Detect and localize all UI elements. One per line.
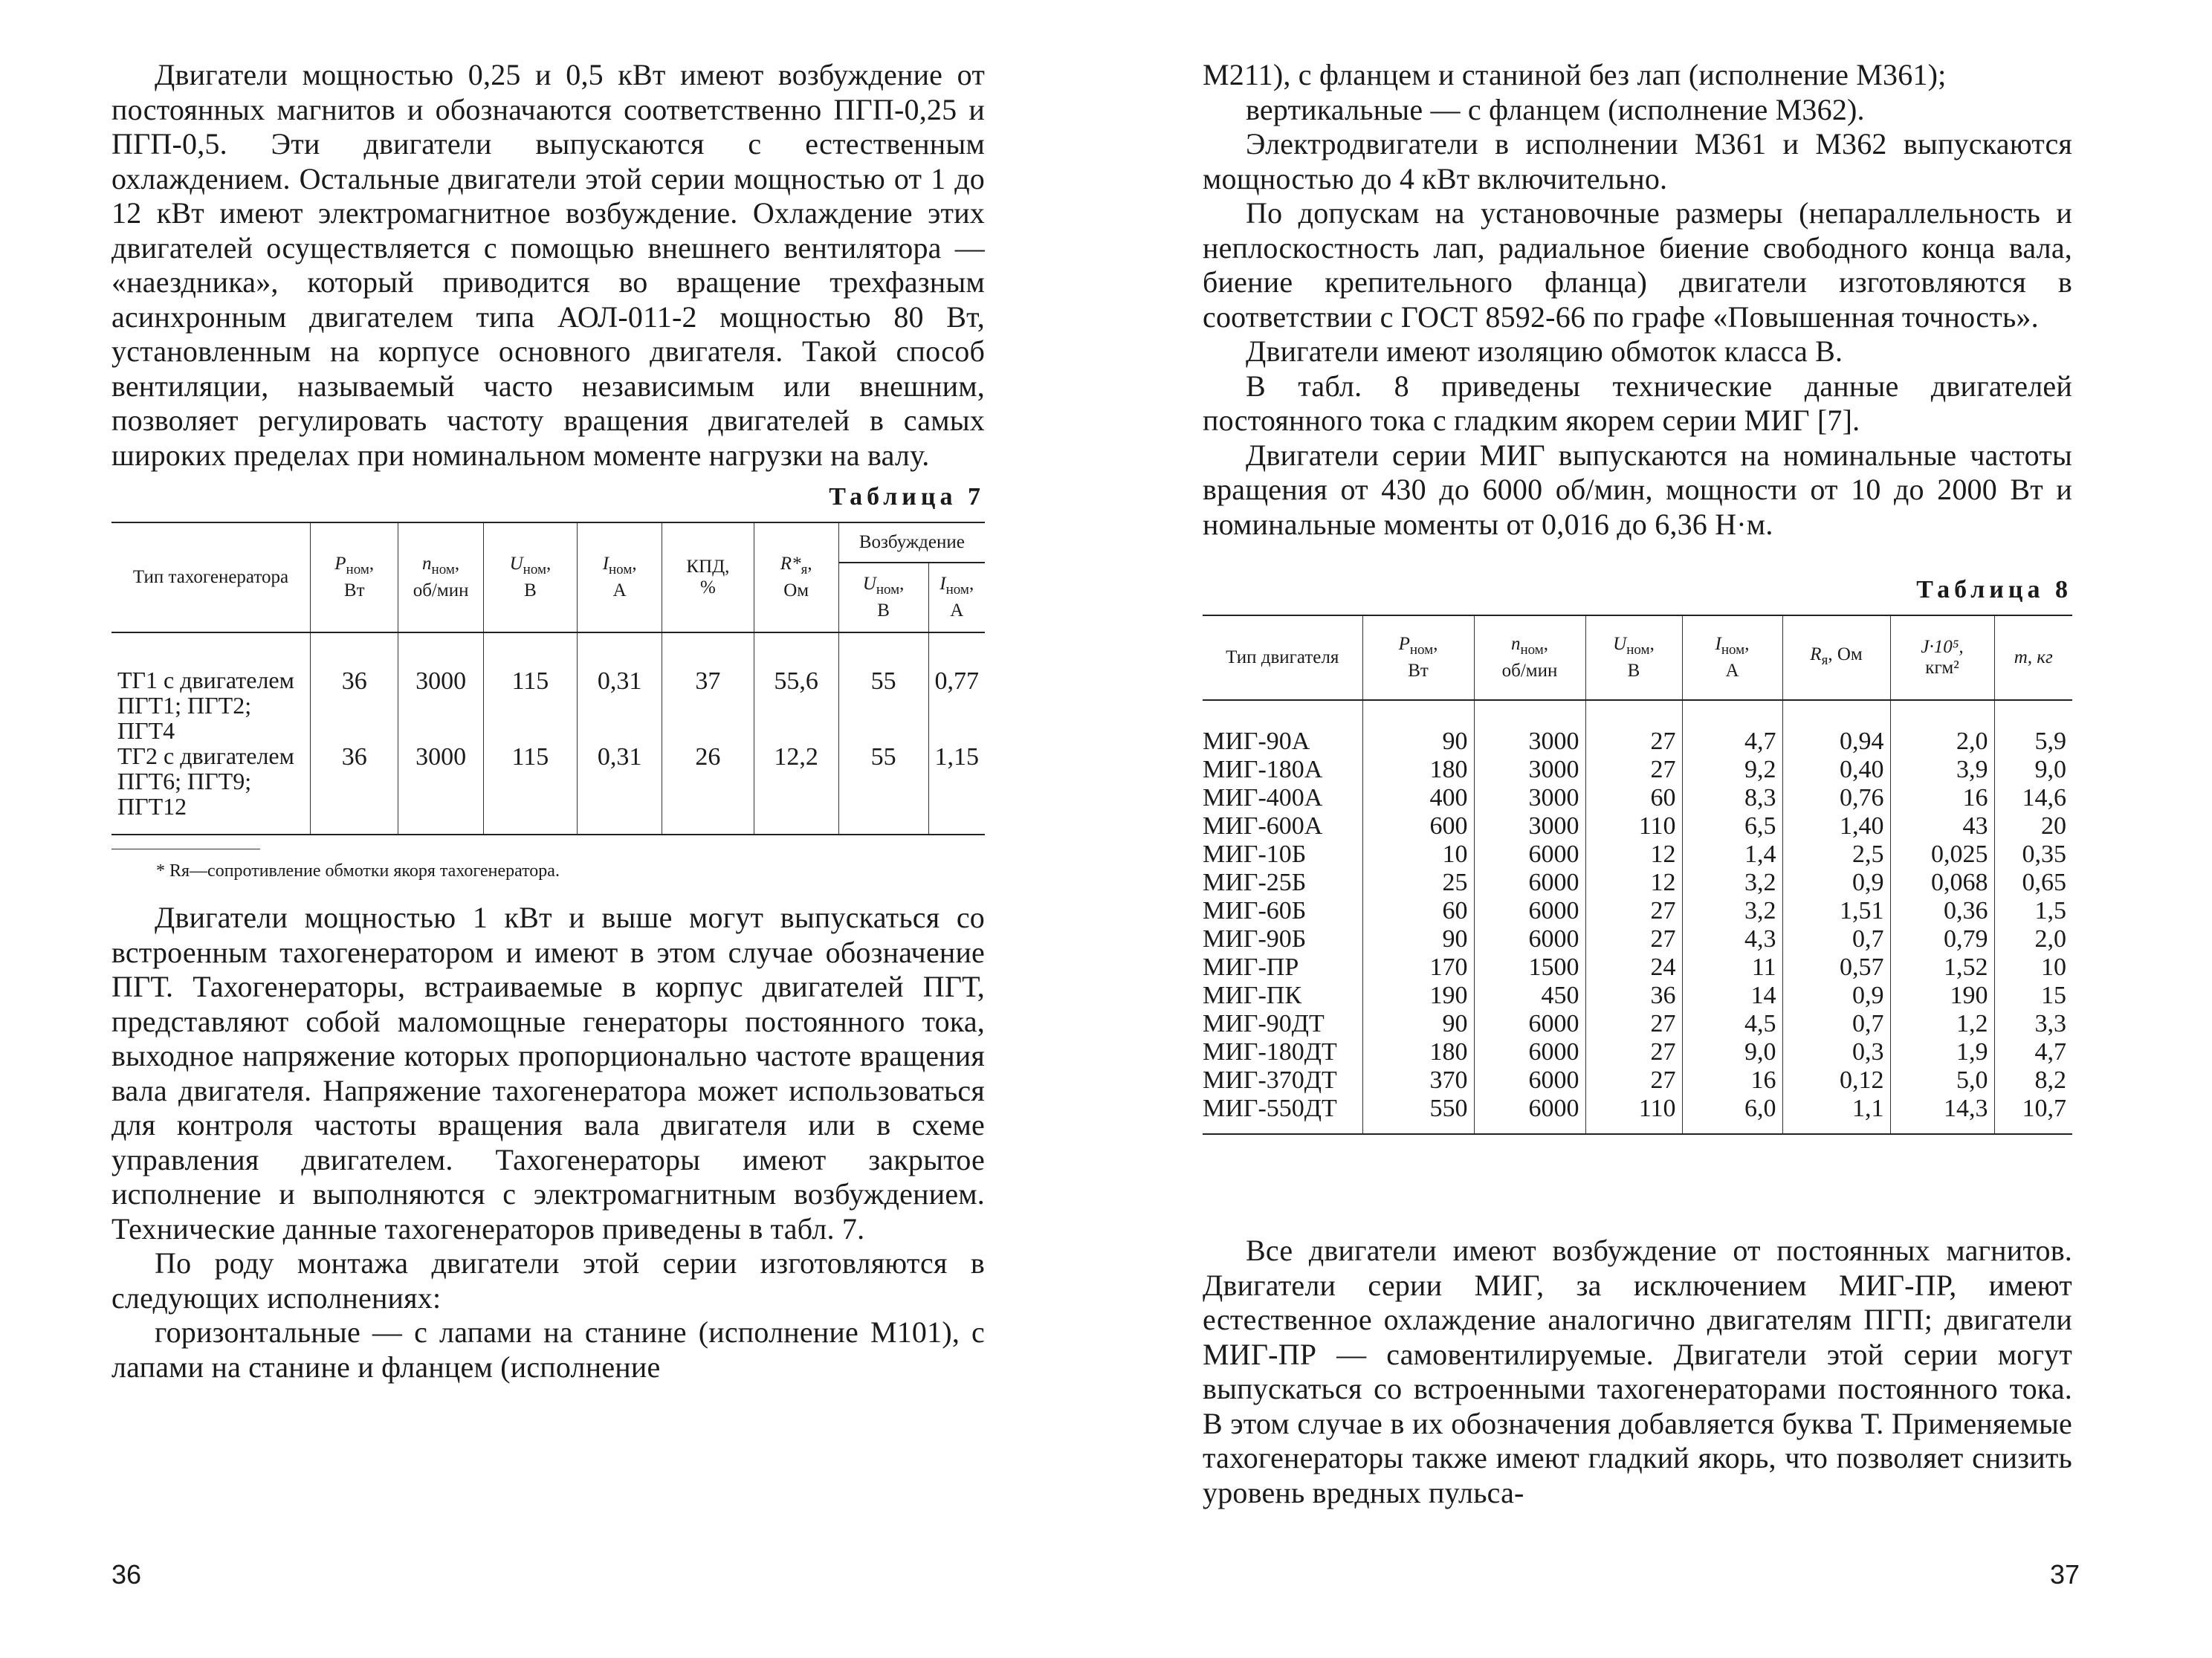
t8-cell-p: 90 xyxy=(1362,1010,1474,1038)
t8-cell-i: 6,5 xyxy=(1682,812,1782,841)
t8-cell-name: МИГ-180ДТ xyxy=(1203,1038,1362,1066)
table-row xyxy=(1203,841,2072,869)
right-column xyxy=(1203,58,2072,1135)
t8-cell-i: 16 xyxy=(1682,1066,1782,1095)
t8-cell-i: 4,7 xyxy=(1682,728,1782,756)
right-paragraph-6: В табл. 8 приведены технические данные двигателей постоянного тока с гладким якорем серии МИГ [7]. xyxy=(1203,369,2072,437)
t8-header-r: $R_я$, Ом xyxy=(1782,615,1890,700)
t8-cell-i: 11 xyxy=(1682,953,1782,982)
t8-cell-n: 6000 xyxy=(1474,869,1585,897)
t8-cell-p: 10 xyxy=(1362,841,1474,869)
table-8 xyxy=(1203,615,2072,1135)
table-7-caption: Таблица 7 xyxy=(829,483,985,511)
t8-cell-u: 60 xyxy=(1585,784,1682,812)
right-column-bottom xyxy=(1203,1234,2072,1510)
t8-cell-p: 25 xyxy=(1362,869,1474,897)
t8-cell-i: 9,2 xyxy=(1682,756,1782,784)
t8-cell-p: 370 xyxy=(1362,1066,1474,1095)
t8-cell-name: МИГ-400А xyxy=(1203,784,1362,812)
t8-cell-u: 12 xyxy=(1585,869,1682,897)
table-row xyxy=(1203,953,2072,982)
t8-cell-m: 10 xyxy=(2041,953,2066,981)
left-paragraph-2: Двигатели мощностью 1 кВт и выше могут выпускаться со встроенным тахогенератором и имеют в этом случае обозначение ПГТ. Тахогенераторы, встраиваемые в корпус двигателей ПГТ, представляют собой маломощные генераторы постоянного тока, выходное напряжение которых пропорционально частоте вращения вала двигателя. Напряжение тахогенератора может использоваться для контроля частоты вращения вала двигателя или в схеме управления двигателем. Тахогенераторы имеют закрытое исполнение и выполняются с электромагнитным возбуждением. Технические данные тахогенераторов приведены в табл. 7. xyxy=(111,901,985,1246)
t8-cell-i: 9,0 xyxy=(1682,1038,1782,1066)
right-paragraph-4: По допускам на установочные размеры (непараллельность и неплоскостность лап, радиальное биение свободного конца вала, биение крепительного фланца) двигатели изготовляются в соответствии с ГОСТ 8592-66 по графе «Повышенная точность». xyxy=(1203,196,2072,334)
t8-cell-name: МИГ-90ДТ xyxy=(1203,1010,1362,1038)
t8-cell-m: 8,2 xyxy=(2034,1066,2066,1094)
t8-cell-u: 24 xyxy=(1585,953,1682,982)
page-number-left: 36 xyxy=(111,1559,142,1590)
t8-cell-n: 6000 xyxy=(1474,1038,1585,1066)
table-8-header-row xyxy=(1203,615,2072,700)
t8-cell-p: 190 xyxy=(1362,982,1474,1010)
t8-cell-n: 3000 xyxy=(1474,784,1585,812)
t8-cell-r: 1,1 xyxy=(1782,1095,1890,1123)
t8-cell-r: 0,7 xyxy=(1782,925,1890,953)
t8-cell-j: 14,3 xyxy=(1890,1095,1994,1123)
t8-cell-name: МИГ-180А xyxy=(1203,756,1362,784)
table-row xyxy=(1203,897,2072,925)
table-row xyxy=(1203,728,2072,756)
t8-cell-m: 3,3 xyxy=(2034,1010,2066,1037)
t8-cell-j: 1,2 xyxy=(1890,1010,1994,1038)
t8-cell-m: 14,6 xyxy=(2022,784,2066,812)
t8-cell-u: 27 xyxy=(1585,1066,1682,1095)
t8-header-j: J·10⁵, кгм² xyxy=(1890,615,1994,700)
t8-cell-n: 3000 xyxy=(1474,756,1585,784)
table-row xyxy=(1203,1095,2072,1123)
t8-cell-j: 3,9 xyxy=(1890,756,1994,784)
table-row: ТГ1 с двигателем ПГТ1; ПГТ2; ПГТ4 36 3000 115 0,31 37 55,6 55 0,77 xyxy=(111,667,985,743)
t8-cell-p: 400 xyxy=(1362,784,1474,812)
t8-cell-j: 16 xyxy=(1890,784,1994,812)
right-paragraph-2: вертикальные — с фланцем (исполнение М362). xyxy=(1246,92,1865,126)
table-8-caption: Таблица 8 xyxy=(1916,576,2072,603)
t8-cell-p: 60 xyxy=(1362,897,1474,925)
t8-header-type: Тип двигателя xyxy=(1203,615,1362,700)
t8-cell-u: 27 xyxy=(1585,925,1682,953)
t8-cell-i: 8,3 xyxy=(1682,784,1782,812)
t8-cell-j: 5,0 xyxy=(1890,1066,1994,1095)
t8-cell-i: 6,0 xyxy=(1682,1095,1782,1123)
t8-cell-u: 36 xyxy=(1585,982,1682,1010)
t8-cell-name: МИГ-370ДТ xyxy=(1203,1066,1362,1095)
t8-cell-i: 1,4 xyxy=(1682,841,1782,869)
t8-header-n: $n_{ном}$, об/мин xyxy=(1474,615,1585,700)
t8-cell-m: 10,7 xyxy=(2022,1095,2066,1122)
t8-cell-j: 0,79 xyxy=(1890,925,1994,953)
t8-cell-n: 3000 xyxy=(1474,728,1585,756)
t8-cell-j: 1,52 xyxy=(1890,953,1994,982)
t7-header-exc-i: $I_{ном}$, А xyxy=(928,563,985,632)
t8-cell-m: 1,5 xyxy=(2034,897,2066,924)
t8-cell-j: 0,36 xyxy=(1890,897,1994,925)
t8-cell-n: 6000 xyxy=(1474,841,1585,869)
t8-cell-m: 9,0 xyxy=(2034,756,2066,783)
t8-cell-r: 0,57 xyxy=(1782,953,1890,982)
t8-cell-m: 0,65 xyxy=(2022,869,2066,896)
t8-cell-name: МИГ-60Б xyxy=(1203,897,1362,925)
right-paragraph-1: М211), с фланцем и станиной без лап (исполнение М361); xyxy=(1203,58,1947,91)
t8-cell-name: МИГ-90Б xyxy=(1203,925,1362,953)
table-row xyxy=(1203,1038,2072,1066)
t8-cell-j: 2,0 xyxy=(1890,728,1994,756)
t8-cell-i: 4,3 xyxy=(1682,925,1782,953)
t7-header-excitation: Возбуждение xyxy=(838,522,985,563)
right-paragraph-5: Двигатели имеют изоляцию обмоток класса В. xyxy=(1246,334,1843,368)
t7-header-i: $I_{ном}$, А xyxy=(578,522,662,632)
t8-cell-m: 4,7 xyxy=(2034,1038,2066,1066)
t8-cell-name: МИГ-10Б xyxy=(1203,841,1362,869)
table-row xyxy=(1203,784,2072,812)
t8-cell-n: 6000 xyxy=(1474,1095,1585,1123)
t8-cell-j: 0,025 xyxy=(1890,841,1994,869)
t8-cell-name: МИГ-ПР xyxy=(1203,953,1362,982)
t8-cell-m: 0,35 xyxy=(2022,841,2066,868)
t8-cell-r: 0,94 xyxy=(1782,728,1890,756)
right-page xyxy=(1106,0,2212,1658)
table-row xyxy=(1203,756,2072,784)
t8-cell-m: 5,9 xyxy=(2034,728,2066,755)
table-row xyxy=(1203,1010,2072,1038)
t8-cell-name: МИГ-600А xyxy=(1203,812,1362,841)
table-row xyxy=(1203,812,2072,841)
t8-cell-n: 6000 xyxy=(1474,897,1585,925)
table-7 xyxy=(111,522,985,835)
t8-cell-p: 180 xyxy=(1362,1038,1474,1066)
table-7-footnote: * Rя—сопротивление обмотки якоря тахогенератора. xyxy=(156,861,560,881)
t8-header-i: $I_{ном}$, А xyxy=(1682,615,1782,700)
t8-cell-j: 43 xyxy=(1890,812,1994,841)
t8-cell-i: 14 xyxy=(1682,982,1782,1010)
t8-cell-j: 190 xyxy=(1890,982,1994,1010)
t8-cell-p: 170 xyxy=(1362,953,1474,982)
t8-cell-r: 2,5 xyxy=(1782,841,1890,869)
t8-cell-m: 2,0 xyxy=(2034,925,2066,953)
t8-cell-n: 6000 xyxy=(1474,1010,1585,1038)
t8-header-p: $P_{ном}$, Вт xyxy=(1362,615,1474,700)
t8-cell-r: 0,12 xyxy=(1782,1066,1890,1095)
t8-cell-n: 6000 xyxy=(1474,925,1585,953)
t8-cell-r: 1,51 xyxy=(1782,897,1890,925)
table-row: ТГ2 с двигателем ПГТ6; ПГТ9; ПГТ12 36 3000 115 0,31 26 12,2 55 1,15 xyxy=(111,743,985,835)
right-paragraph-7: Двигатели серии МИГ выпускаются на номинальные частоты вращения от 430 до 6000 об/мин, мощности от 10 до 2000 Вт и номинальные моменты от 0,016 до 6,36 Н·м. xyxy=(1203,438,2072,541)
right-paragraph-3: Электродвигатели в исполнении М361 и М362 выпускаются мощностью до 4 кВт включительно. xyxy=(1203,127,2072,195)
t7-header-type: Тип тахогенератора xyxy=(111,522,310,632)
t8-cell-r: 1,40 xyxy=(1782,812,1890,841)
t8-cell-u: 27 xyxy=(1585,728,1682,756)
t7-header-kpd: КПД, % xyxy=(662,522,754,632)
t8-cell-n: 1500 xyxy=(1474,953,1585,982)
t8-cell-r: 0,3 xyxy=(1782,1038,1890,1066)
left-column xyxy=(111,58,985,1385)
t8-header-u: $U_{ном}$, В xyxy=(1585,615,1682,700)
left-paragraph-1: Двигатели мощностью 0,25 и 0,5 кВт имеют возбуждение от постоянных магнитов и обозначаются соответственно ПГП-0,25 и ПГП-0,5. Эти двигатели выпускаются с естественным охлаждением. Остальные двигатели этой серии мощностью от 1 до 12 кВт имеют электромагнитное возбуждение. Охлаждение этих двигателей осуществляется с помощью внешнего вентилятора — «наездника», который приводится во вращение трехфазным асинхронным двигателем типа АОЛ-011-2 мощностью 80 Вт, установленным на корпусе основного двигателя. Такой способ вентиляции, называемый часто независимым или внешним, позволяет регулировать частоту вращения двигателей в самых широких пределах при номинальном моменте нагрузки на валу. xyxy=(111,58,985,472)
t8-cell-r: 0,40 xyxy=(1782,756,1890,784)
t8-cell-n: 3000 xyxy=(1474,812,1585,841)
t7-header-n: $n_{ном}$, об/мин xyxy=(398,522,483,632)
t8-cell-r: 0,9 xyxy=(1782,982,1890,1010)
t8-cell-u: 12 xyxy=(1585,841,1682,869)
t8-cell-u: 27 xyxy=(1585,1010,1682,1038)
t7-header-r: $R*_я$, Ом xyxy=(754,522,838,632)
left-paragraph-3: По роду монтажа двигатели этой серии изготовляются в следующих исполнениях: xyxy=(111,1246,985,1315)
t8-cell-name: МИГ-ПК xyxy=(1203,982,1362,1010)
page-number-right: 37 xyxy=(2050,1559,2080,1590)
t7-header-p: $P_{ном}$, Вт xyxy=(310,522,398,632)
t8-cell-j: 1,9 xyxy=(1890,1038,1994,1066)
t8-cell-r: 0,76 xyxy=(1782,784,1890,812)
t8-cell-name: МИГ-90А xyxy=(1203,728,1362,756)
t8-cell-m: 20 xyxy=(2041,812,2066,840)
table-row xyxy=(1203,982,2072,1010)
t8-cell-i: 3,2 xyxy=(1682,869,1782,897)
table-7-header-row-1 xyxy=(111,522,985,563)
t8-cell-j: 0,068 xyxy=(1890,869,1994,897)
right-paragraph-8: Все двигатели имеют возбуждение от постоянных магнитов. Двигатели серии МИГ, за исключением МИГ-ПР, имеют естественное охлаждение аналогично двигателям ПГП; двигатели МИГ-ПР — самовентилируемые. Двигатели этой серии могут выпускаться со встроенными тахогенераторами постоянного тока. В этом случае в их обозначения добавляется буква Т. Применяемые тахогенераторы также имеют гладкий якорь, что позволяет снизить уровень вредных пульса- xyxy=(1203,1234,2072,1509)
left-paragraph-4: горизонтальные — с лапами на станине (исполнение М101), с лапами на станине и фланцем (исполнение xyxy=(111,1315,985,1384)
t8-cell-i: 4,5 xyxy=(1682,1010,1782,1038)
t8-cell-p: 90 xyxy=(1362,728,1474,756)
t8-cell-i: 3,2 xyxy=(1682,897,1782,925)
t8-cell-u: 27 xyxy=(1585,1038,1682,1066)
table-row xyxy=(1203,1066,2072,1095)
t8-cell-n: 6000 xyxy=(1474,1066,1585,1095)
t8-header-m: m, кг xyxy=(1994,615,2072,700)
t8-cell-name: МИГ-550ДТ xyxy=(1203,1095,1362,1123)
t8-cell-r: 0,7 xyxy=(1782,1010,1890,1038)
t7-header-exc-u: $U_{ном}$, В xyxy=(838,563,928,632)
t8-cell-u: 110 xyxy=(1585,812,1682,841)
t8-cell-r: 0,9 xyxy=(1782,869,1890,897)
t8-cell-p: 600 xyxy=(1362,812,1474,841)
t8-cell-p: 550 xyxy=(1362,1095,1474,1123)
table-row xyxy=(1203,925,2072,953)
table-row xyxy=(1203,869,2072,897)
t8-cell-u: 110 xyxy=(1585,1095,1682,1123)
t8-cell-p: 180 xyxy=(1362,756,1474,784)
t8-cell-n: 450 xyxy=(1474,982,1585,1010)
t8-cell-name: МИГ-25Б xyxy=(1203,869,1362,897)
t7-header-u: $U_{ном}$, В xyxy=(483,522,577,632)
t8-cell-p: 90 xyxy=(1362,925,1474,953)
t8-cell-u: 27 xyxy=(1585,756,1682,784)
t8-cell-u: 27 xyxy=(1585,897,1682,925)
t8-cell-m: 15 xyxy=(2041,982,2066,1009)
